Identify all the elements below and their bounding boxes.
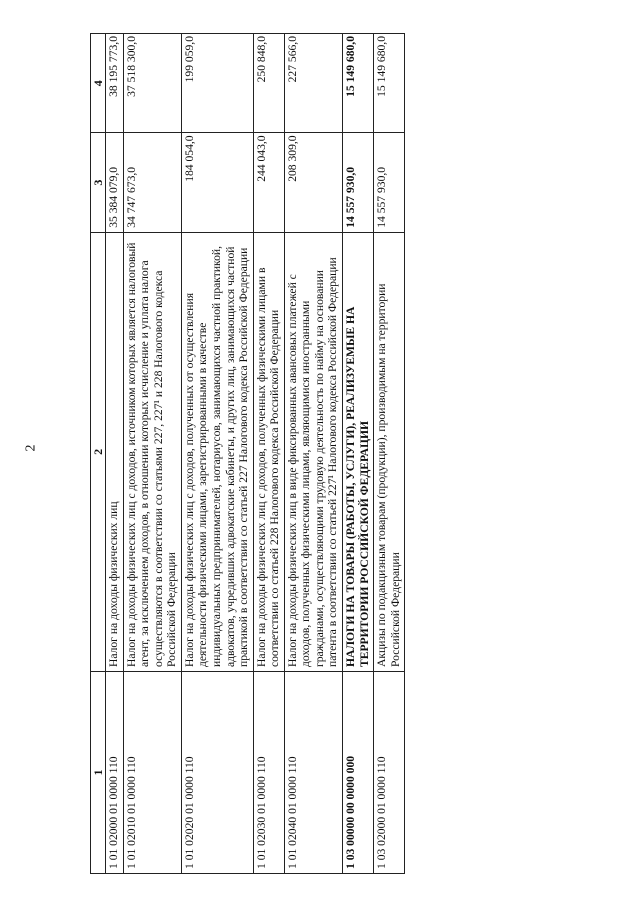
header-col-4: 4 — [91, 34, 106, 133]
header-col-3: 3 — [91, 133, 106, 232]
table-row — [284, 34, 342, 874]
header-col-1: 1 — [91, 672, 106, 874]
row-value-col4: 15 149 680,0 — [374, 34, 405, 133]
header-col-2: 2 — [91, 232, 106, 671]
row-value-col3: 34 747 673,0 — [123, 133, 181, 232]
row-value-col4: 227 566,0 — [284, 34, 342, 133]
row-value-col3: 14 557 930,0 — [343, 133, 374, 232]
table-row — [253, 34, 284, 874]
row-value-col3: 208 309,0 — [284, 133, 342, 232]
row-value-col4: 15 149 680,0 — [343, 34, 374, 133]
rotated-page — [90, 33, 640, 874]
page-number: 2 — [23, 444, 39, 452]
row-code: 1 01 02010 01 0000 110 — [123, 672, 181, 874]
row-name: НАЛОГИ НА ТОВАРЫ (РАБОТЫ, УСЛУГИ), РЕАЛИЗУЕМЫЕ НА ТЕРРИТОРИИ РОССИЙСКОЙ ФЕДЕРАЦИИ — [343, 232, 374, 671]
table-container — [90, 33, 640, 874]
row-name: Налог на доходы физических лиц с доходов, полученных физическими лицами в соответствии со статьей 228 Налогового кодекса Российской Федерации — [253, 232, 284, 671]
table-row — [374, 34, 405, 874]
row-value-col4: 38 195 773,0 — [106, 34, 124, 133]
row-name: Налог на доходы физических лиц с доходов, источником которых является налоговый агент, за исключением доходов, в отношении которых исчисление и уплата налога осуществляются в соответствии со статьями 227, 227¹ и 228 Налогового кодекса Российской Федерации — [123, 232, 181, 671]
row-value-col4: 37 518 300,0 — [123, 34, 181, 133]
row-code: 1 01 02000 01 0000 110 — [106, 672, 124, 874]
table-row — [123, 34, 181, 874]
row-code: 1 03 02000 01 0000 110 — [374, 672, 405, 874]
row-code: 1 01 02030 01 0000 110 — [253, 672, 284, 874]
row-name: Акцизы по подакцизным товарам (продукции), производимым на территории Российской Федерации — [374, 232, 405, 671]
table-header-row — [91, 34, 106, 874]
revenue-table — [90, 33, 405, 874]
row-name: Налог на доходы физических лиц с доходов, полученных от осуществления деятельности физическими лицами, зарегистрированными в качестве индивидуальных предпринимателей, нотариусов, занимающихся частной практикой, адвокатов, учредивших адвокатские кабинеты, и других лиц, занимающихся частной практикой в соответствии со статьей 227 Налогового кодекса Российской Федерации — [181, 232, 253, 671]
row-value-col3: 244 043,0 — [253, 133, 284, 232]
row-code: 1 03 00000 00 0000 000 — [343, 672, 374, 874]
row-value-col3: 35 384 079,0 — [106, 133, 124, 232]
row-value-col3: 14 557 930,0 — [374, 133, 405, 232]
table-row — [106, 34, 124, 874]
table-row-section — [343, 34, 374, 874]
row-value-col4: 250 848,0 — [253, 34, 284, 133]
row-code: 1 01 02020 01 0000 110 — [181, 672, 253, 874]
row-code: 1 01 02040 01 0000 110 — [284, 672, 342, 874]
row-value-col3: 184 054,0 — [181, 133, 253, 232]
row-name: Налог на доходы физических лиц — [106, 232, 124, 671]
table-row — [181, 34, 253, 874]
row-name: Налог на доходы физических лиц в виде фиксированных авансовых платежей с доходов, полученных физическими лицами, являющимися иностранными гражданами, осуществляющими трудовую деятельность по найму на основании патента в соответствии со статьей 227¹ Налогового кодекса Российской Федерации — [284, 232, 342, 671]
row-value-col4: 199 059,0 — [181, 34, 253, 133]
